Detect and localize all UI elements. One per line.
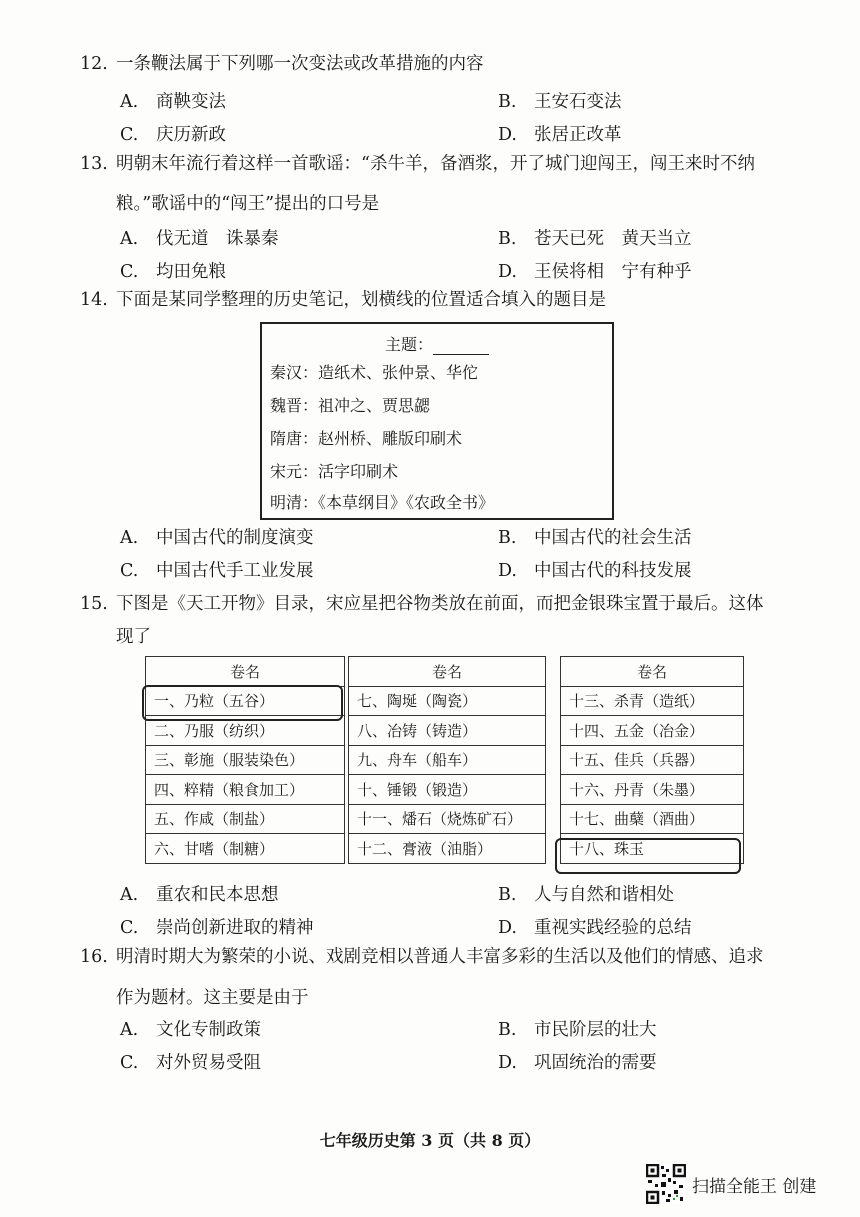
note-row: 魏晋：祖冲之、贾思勰 <box>270 396 431 415</box>
note-row: 隋唐：赵州桥、雕版印刷术 <box>270 429 463 448</box>
q15-option-b: B. 人与自然和谐相处 <box>498 885 674 905</box>
table-cell: 十八、珠玉 <box>561 834 744 864</box>
table-cell: 三、彰施（服装染色） <box>146 745 345 775</box>
table-header: 卷名 <box>349 657 546 687</box>
q12-option-a: A. 商鞅变法 <box>120 92 226 112</box>
q15-stem: 15. 下图是《天工开物》目录，宋应星把谷物类放在前面，而把金银珠宝置于最后。这体 <box>80 594 764 614</box>
table-header: 卷名 <box>561 657 744 687</box>
table-header: 卷名 <box>146 657 345 687</box>
q12-option-d: D. 张居正改革 <box>498 125 622 145</box>
note-row: 明清：《本草纲目》《农政全书》 <box>270 493 495 512</box>
tiangong-table-3 <box>560 656 744 864</box>
table-cell: 九、舟车（船车） <box>349 745 546 775</box>
q15-option-a: A. 重农和民本思想 <box>120 885 279 905</box>
q12-option-b: B. 王安石变法 <box>498 92 622 112</box>
blank-line <box>433 338 489 355</box>
table-cell: 十、锤锻（锻造） <box>349 775 546 805</box>
table-cell: 十一、燔石（烧炼矿石） <box>349 804 546 834</box>
note-row: 秦汉：造纸术、张仲景、华佗 <box>270 363 479 382</box>
camscanner-watermark: 扫描全能王 创建 <box>692 1177 817 1197</box>
q15-stem-cont: 现了 <box>116 627 151 647</box>
q13-option-c: C. 均田免粮 <box>120 262 226 282</box>
q15-option-c: C. 崇尚创新进取的精神 <box>120 918 314 938</box>
table-cell: 五、作咸（制盐） <box>146 804 345 834</box>
q13-stem-cont: 粮。”歌谣中的“闯王”提出的口号是 <box>116 194 380 214</box>
table-cell: 七、陶埏（陶瓷） <box>349 686 546 716</box>
highlight-wugu <box>142 685 343 721</box>
q13-option-d: D. 王侯将相 宁有种乎 <box>498 262 692 282</box>
history-note-box <box>260 322 614 520</box>
q16-option-d: D. 巩固统治的需要 <box>498 1053 657 1073</box>
table-cell: 八、冶铸（铸造） <box>349 716 546 746</box>
highlight-zhuyu <box>555 838 741 874</box>
q12-option-c: C. 庆历新政 <box>120 125 226 145</box>
tiangong-table-2 <box>348 656 546 864</box>
note-row: 宋元：活字印刷术 <box>270 462 399 481</box>
q14-stem: 14. 下面是某同学整理的历史笔记，划横线的位置适合填入的题目是 <box>80 290 606 310</box>
qr-code-icon <box>646 1164 686 1204</box>
table-cell: 十三、杀青（造纸） <box>561 686 744 716</box>
q14-option-c: C. 中国古代手工业发展 <box>120 561 314 581</box>
note-title: 主题： <box>262 332 612 355</box>
q13-option-a: A. 伐无道 诛暴秦 <box>120 229 279 249</box>
q12-stem: 12. 一条鞭法属于下列哪一次变法或改革措施的内容 <box>80 54 484 74</box>
q16-stem: 16. 明清时期大为繁荣的小说、戏剧竞相以普通人丰富多彩的生活以及他们的情感、追求 <box>80 947 764 967</box>
table-cell: 十六、丹青（朱墨） <box>561 775 744 805</box>
q16-option-c: C. 对外贸易受阻 <box>120 1053 261 1073</box>
q16-option-b: B. 市民阶层的壮大 <box>498 1020 657 1040</box>
q16-stem-cont: 作为题材。这主要是由于 <box>116 988 309 1008</box>
q16-option-a: A. 文化专制政策 <box>120 1020 261 1040</box>
table-cell: 四、粹精（粮食加工） <box>146 775 345 805</box>
q14-option-a: A. 中国古代的制度演变 <box>120 528 314 548</box>
table-cell: 二、乃服（纺织） <box>146 716 345 746</box>
page-footer: 七年级历史第 3 页（共 8 页） <box>319 1131 541 1150</box>
q15-option-d: D. 重视实践经验的总结 <box>498 918 692 938</box>
table-cell: 十五、佳兵（兵器） <box>561 745 744 775</box>
table-cell: 一、乃粒（五谷） <box>146 686 345 716</box>
q13-option-b: B. 苍天已死 黄天当立 <box>498 229 692 249</box>
table-cell: 十四、五金（冶金） <box>561 716 744 746</box>
q14-option-b: B. 中国古代的社会生活 <box>498 528 692 548</box>
table-cell: 十二、膏液（油脂） <box>349 834 546 864</box>
q13-stem: 13. 明朝末年流行着这样一首歌谣：“杀牛羊，备酒浆，开了城门迎闯王，闯王来时不纳 <box>80 154 755 174</box>
table-cell: 十七、曲蘖（酒曲） <box>561 804 744 834</box>
table-cell: 六、甘嗜（制糖） <box>146 834 345 864</box>
q14-option-d: D. 中国古代的科技发展 <box>498 561 692 581</box>
